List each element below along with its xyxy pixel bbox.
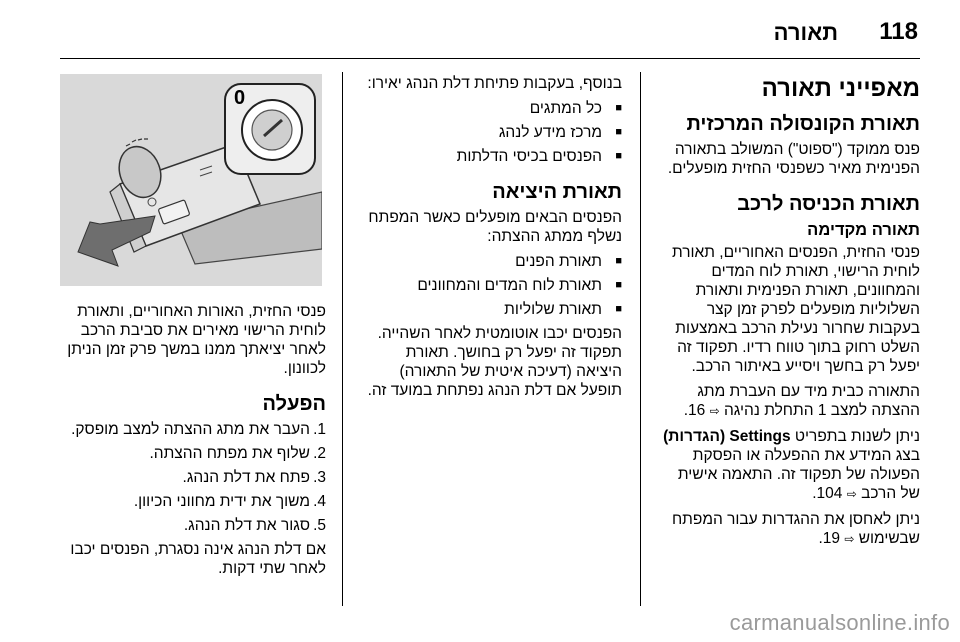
header-rule bbox=[60, 58, 920, 59]
settings-label: Settings (הגדרות) bbox=[663, 428, 791, 445]
list-item: ■ הפנסים בכיסי הדלתות bbox=[356, 147, 622, 166]
list-item: ■ תאורת הפנים bbox=[356, 252, 622, 271]
list-item: ■ תאורת לוח המדים והמחוונים bbox=[356, 276, 622, 295]
left-column bbox=[60, 302, 326, 584]
list-item: 5. סגור את דלת הנהג. bbox=[183, 517, 326, 534]
console-light-title: תאורת הקונסולה המרכזית bbox=[686, 113, 920, 135]
list-item: ■ תאורת שלוליות bbox=[356, 300, 622, 319]
list-item: 3. פתח את דלת הנהג. bbox=[182, 469, 326, 486]
arrow-ref-icon: ⇨ bbox=[844, 532, 855, 546]
arrow-ref-icon: ⇨ bbox=[709, 404, 720, 418]
console-light-text: פנס ממוקד ("ספוט") המשולב בתאורה הפנימית מאיר כשפנסי החזית מופעלים. bbox=[667, 141, 920, 177]
list-item: ■ מרכז מידע לנהג bbox=[356, 123, 622, 142]
ignition-off-text: התאורה כבית מיד עם העברת מתג ההצתה למצב 1 התחלת נהיגה ⇨ 16. bbox=[683, 383, 920, 419]
section-heading: מאפייני תאורה bbox=[761, 75, 920, 102]
page-title: תאורה bbox=[773, 20, 838, 45]
activation-title: הפעלה bbox=[262, 393, 326, 415]
column-divider-left bbox=[342, 72, 343, 606]
exit-light-title: תאורת היציאה bbox=[492, 181, 622, 203]
list-item: 4. משוך את ידית מחווני הכיוון. bbox=[133, 493, 326, 510]
exit-light-para: הפנסים יכבו אוטומטית לאחר השהייה. תפקוד זה יפעל רק בחושך. תאורת היציאה (דעיכה איטית של התאורה) תופעל אם דלת הנהג נפתחת במועד זה. bbox=[367, 325, 622, 399]
welcome-light-text: פנסי החזית, הפנסים האחוריים, תאורת לוחית הרישוי, תאורת לוח המדים והמחוונים, תאורת הפנימית ותאורת השלוליות מופעלים לפרק זמן קצר בעקבות שחרור נעילת הרכב באמצעות השלט רחוק בתוך טווח רדיו. תפקוד זה יפעל רק בחשך ויסייע באיתור הרכב. bbox=[672, 244, 920, 375]
light-switch-illustration bbox=[60, 74, 322, 286]
right-column bbox=[655, 74, 920, 555]
exit-light-text: הפנסים הבאים מופעלים כאשר המפתח נשלף ממתג ההצתה: bbox=[368, 209, 622, 245]
entry-light-title: תאורת הכניסה לרכב bbox=[737, 193, 920, 215]
key-storage-text: ניתן לאחסן את ההגדרות עבור המפתח שבשימוש ⇨ 19. bbox=[671, 511, 920, 547]
light-switch-figure bbox=[60, 74, 322, 286]
column-divider-right bbox=[640, 72, 641, 606]
page-header bbox=[0, 14, 960, 50]
knob-label: 0 bbox=[234, 87, 246, 109]
door-open-intro: בנוסף, בעקבות פתיחת דלת הנהג יאירו: bbox=[367, 75, 622, 92]
welcome-light-subtitle: תאורה מקדימה bbox=[807, 221, 920, 239]
list-item: ■ כל המתגים bbox=[356, 99, 622, 118]
exit-lights-text: פנסי החזית, האורות האחוריים, ותאורת לוחית הרישוי מאירים את סביבת הרכב לאחר יציאתך ממנו במשך פרק זמן הניתן לכוונון. bbox=[67, 303, 326, 377]
page-number: 118 bbox=[879, 18, 918, 45]
middle-column bbox=[356, 74, 622, 406]
arrow-ref-icon: ⇨ bbox=[846, 487, 857, 501]
door-not-closed-text: אם דלת הנהג אינה נסגרת, הפנסים יכבו לאחר שתי דקות. bbox=[70, 541, 326, 577]
watermark: carmanualsonline.info bbox=[729, 610, 950, 635]
list-item: 1. העבר את מתג ההצתה למצב מופסק. bbox=[71, 421, 326, 438]
list-item: 2. שלוף את מפתח ההצתה. bbox=[149, 445, 326, 462]
settings-text: ניתן לשנות בתפריט Settings (הגדרות) בצג המידע את ההפעלה או הפסקת הפעולה של תפקוד זה. התאמה אישית של הרכב ⇨ 104. bbox=[663, 428, 920, 502]
